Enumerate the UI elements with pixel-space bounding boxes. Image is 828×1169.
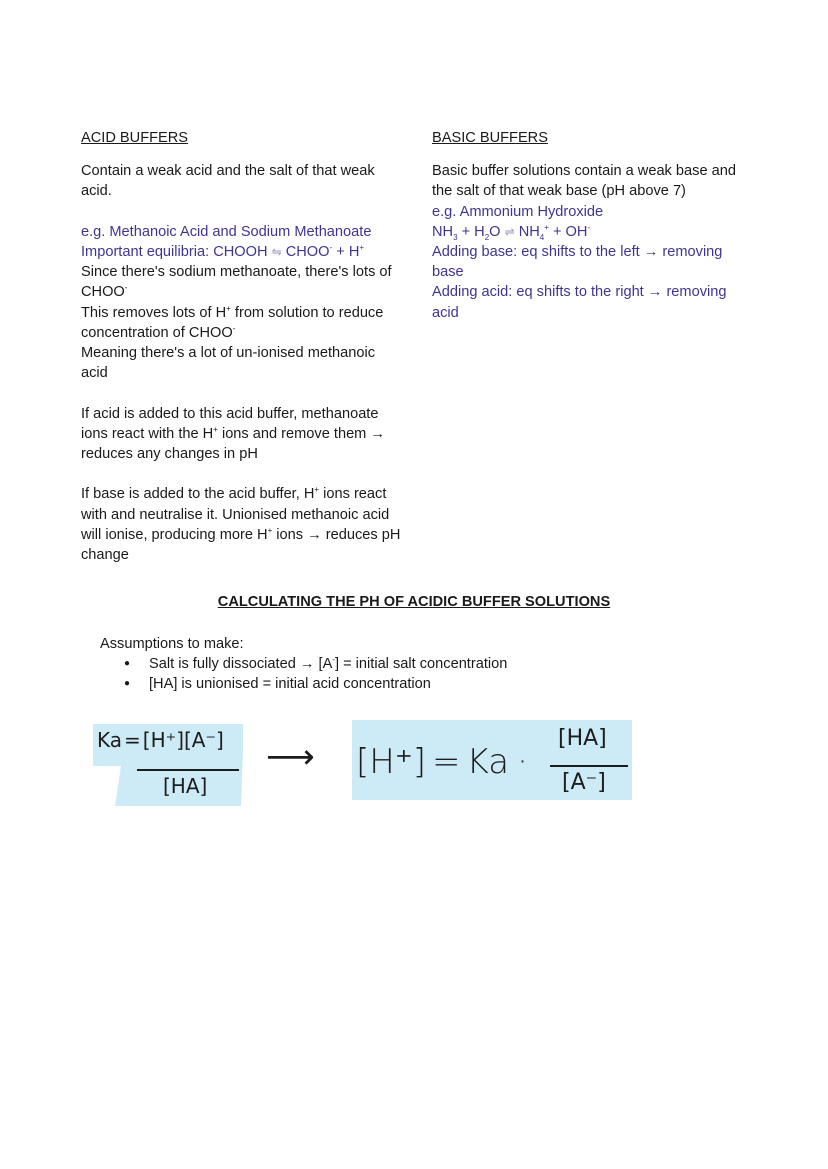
basic-text-line: base (432, 264, 464, 281)
ka-formula-image (93, 720, 243, 806)
text: CHOO (81, 284, 125, 301)
superscript: + (544, 222, 549, 232)
acid-text-line: Meaning there's a lot of un-ionised methanoic (81, 345, 376, 362)
equilibria-label: Important equilibria: CHOOH (81, 244, 272, 260)
acid-text-line (81, 282, 426, 302)
equals-sign: = (124, 728, 141, 752)
acid-text-line: change (81, 547, 129, 564)
text: This removes lots of H (81, 304, 227, 321)
acid-text-line: If acid is added to this acid buffer, methanoate (81, 405, 379, 422)
superscript: + (359, 243, 365, 253)
basic-example: e.g. Ammonium Hydroxide (432, 203, 604, 220)
text: + OH (548, 223, 588, 240)
text: [HA] is unionised = initial acid concentration (149, 676, 431, 693)
calculating-heading: CALCULATING THE PH OF ACIDIC BUFFER SOLUTIONS (217, 594, 611, 610)
superscript: + (213, 424, 218, 434)
text: + H (457, 223, 485, 240)
subscript: 3 (453, 232, 458, 242)
superscript: + (314, 485, 320, 495)
list-item (149, 654, 507, 674)
acid-example: e.g. Methanoic Acid and Sodium Methanoate (81, 223, 372, 240)
text: ions and remove them → (217, 425, 385, 442)
text: concentration of CHOO (81, 324, 233, 341)
superscript: - (232, 323, 236, 333)
h-formula-denominator: [A⁻] (562, 770, 606, 795)
equals-sign: = (432, 742, 461, 782)
text: O (489, 223, 505, 240)
subscript: 4 (539, 232, 545, 242)
superscript: - (329, 243, 333, 253)
equilibrium-arrow-icon: ⇌ (504, 224, 515, 239)
h-formula-numerator: [HA] (558, 726, 607, 751)
equilibrium-arrow-icon: ⇋ (271, 245, 282, 259)
acid-text-line: acid (81, 365, 108, 382)
text: Salt is fully dissociated → [A (149, 656, 333, 673)
text: ions react with the H (81, 425, 214, 442)
dot-operator: · (517, 742, 528, 782)
assumptions-section (100, 634, 507, 695)
text: from solution to reduce (230, 304, 384, 321)
text: will ionise, producing more H (81, 526, 268, 543)
text: ions → reduces pH (272, 526, 401, 543)
text: ] = initial salt concentration (334, 656, 508, 673)
text: NH (514, 223, 540, 240)
acid-text-line: reduces any changes in pH (81, 446, 258, 463)
assumptions-list (100, 654, 507, 694)
subscript: 2 (484, 232, 490, 242)
ka-label: Ka (466, 742, 510, 782)
acid-equilibria (81, 242, 426, 262)
acid-text-line (81, 525, 426, 545)
superscript: - (587, 222, 591, 232)
list-item (149, 674, 507, 694)
acid-text-line (81, 424, 426, 444)
basic-text-line: Adding base: eq shifts to the left → removing (432, 244, 723, 261)
equilibria-text: CHOO (281, 244, 330, 260)
text: If base is added to the acid buffer, H (81, 486, 315, 503)
acid-intro-line: acid. (81, 183, 112, 200)
text: ions react (319, 486, 387, 503)
superscript: + (226, 303, 231, 313)
superscript: - (124, 283, 128, 293)
acid-buffers-column (81, 128, 426, 565)
acid-text-line (81, 303, 426, 323)
superscript: - (332, 655, 335, 665)
h-plus-label: [H⁺] (356, 742, 427, 782)
basic-intro-line: Basic buffer solutions contain a weak base and (432, 163, 736, 180)
acid-text-line (81, 323, 426, 343)
arrow-right-icon: ⟶ (266, 737, 315, 777)
basic-buffers-column (432, 128, 762, 323)
basic-text-line: acid (432, 304, 459, 321)
ka-label: Ka (97, 728, 123, 752)
basic-buffers-heading: BASIC BUFFERS (432, 130, 548, 146)
acid-text-line: Since there's sodium methanoate, there's lots of (81, 264, 392, 281)
acid-text-line: with and neutralise it. Unionised methanoic acid (81, 506, 390, 523)
superscript: + (267, 525, 273, 535)
acid-intro-line: Contain a weak acid and the salt of that weak (81, 163, 375, 180)
acid-buffers-heading: ACID BUFFERS (81, 130, 189, 146)
h-plus-formula-image (352, 720, 632, 800)
basic-equation (432, 222, 762, 242)
text: NH (432, 223, 454, 240)
ka-denominator: [HA] (163, 774, 208, 798)
basic-intro-line: the salt of that weak base (pH above 7) (432, 183, 686, 200)
ka-numerator: [H⁺][A⁻] (142, 728, 224, 752)
assumptions-label: Assumptions to make: (100, 636, 244, 652)
equilibria-text: + H (332, 244, 360, 260)
basic-text-line: Adding acid: eq shifts to the right → removing (432, 284, 727, 301)
acid-text-line (81, 484, 426, 504)
